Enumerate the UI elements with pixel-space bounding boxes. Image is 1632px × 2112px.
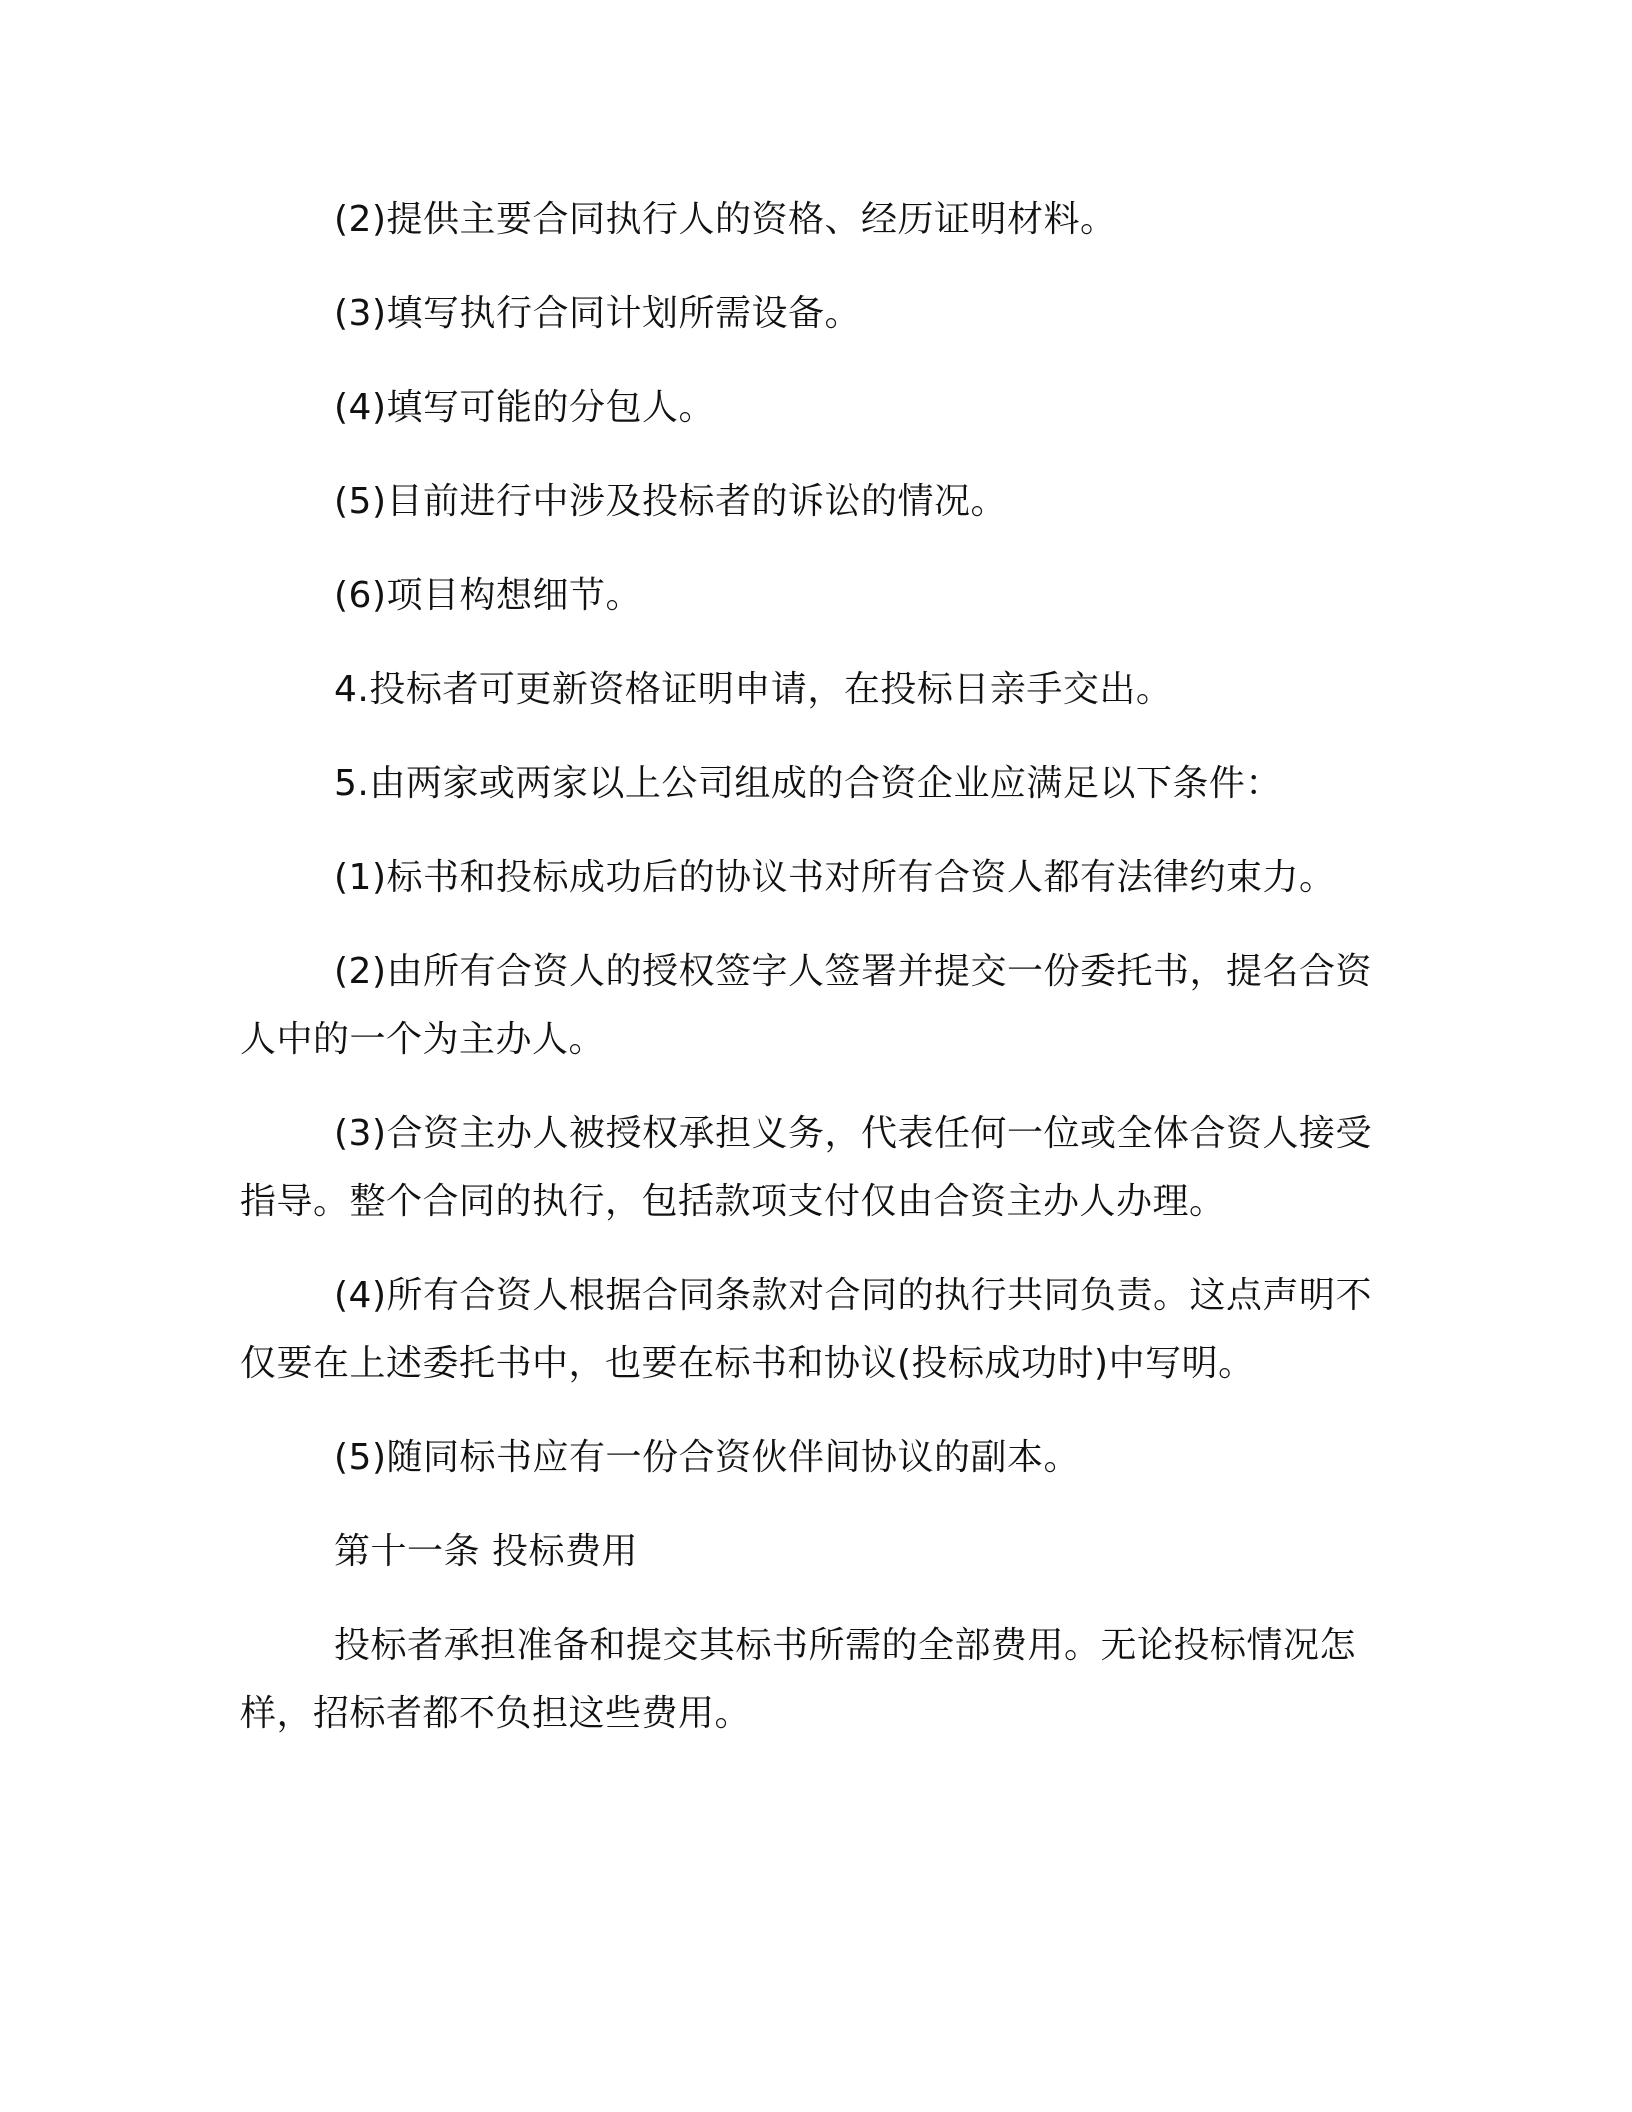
section-heading-article-11: 第十一条 投标费用 [334,1531,638,1572]
paragraph-jv-item-5: (5)随同标书应有一份合资伙伴间协议的副本。 [334,1437,1080,1478]
paragraph-jv-item-1: (1)标书和投标成功后的协议书对所有合资人都有法律约束力。 [334,857,1336,898]
paragraph-jv-item-2: (2)由所有合资人的授权签字人签署并提交一份委托书，提名合资人中的一个为主办人。 [240,951,1372,1060]
paragraph-jv-item-3: (3)合资主办人被授权承担义务，代表任何一位或全体合资人接受指导。整个合同的执行，包括款项支付仅由合资主办人办理。 [240,1113,1372,1222]
paragraph-bidding-costs: 投标者承担准备和提交其标书所需的全部费用。无论投标情况怎样，招标者都不负担这些费用。 [240,1625,1357,1734]
paragraph-item-4-subcontractors: (4)填写可能的分包人。 [334,387,715,428]
paragraph-clause-5-joint-venture: 5.由两家或两家以上公司组成的合资企业应满足以下条件： [334,763,1282,804]
paragraph-item-3-equipment: (3)填写执行合同计划所需设备。 [334,293,861,334]
paragraph-jv-item-4: (4)所有合资人根据合同条款对合同的执行共同负责。这点声明不仅要在上述委托书中，也要在标书和协议(投标成功时)中写明。 [240,1275,1372,1384]
document-body [240,186,1380,1774]
paragraph-item-5-litigation: (5)目前进行中涉及投标者的诉讼的情况。 [334,481,1007,522]
paragraph-item-2-qualifications: (2)提供主要合同执行人的资格、经历证明材料。 [334,199,1117,240]
paragraph-clause-4-update-qualification: 4.投标者可更新资格证明申请，在投标日亲手交出。 [334,669,1173,710]
paragraph-item-6-project-details: (6)项目构想细节。 [334,575,642,616]
